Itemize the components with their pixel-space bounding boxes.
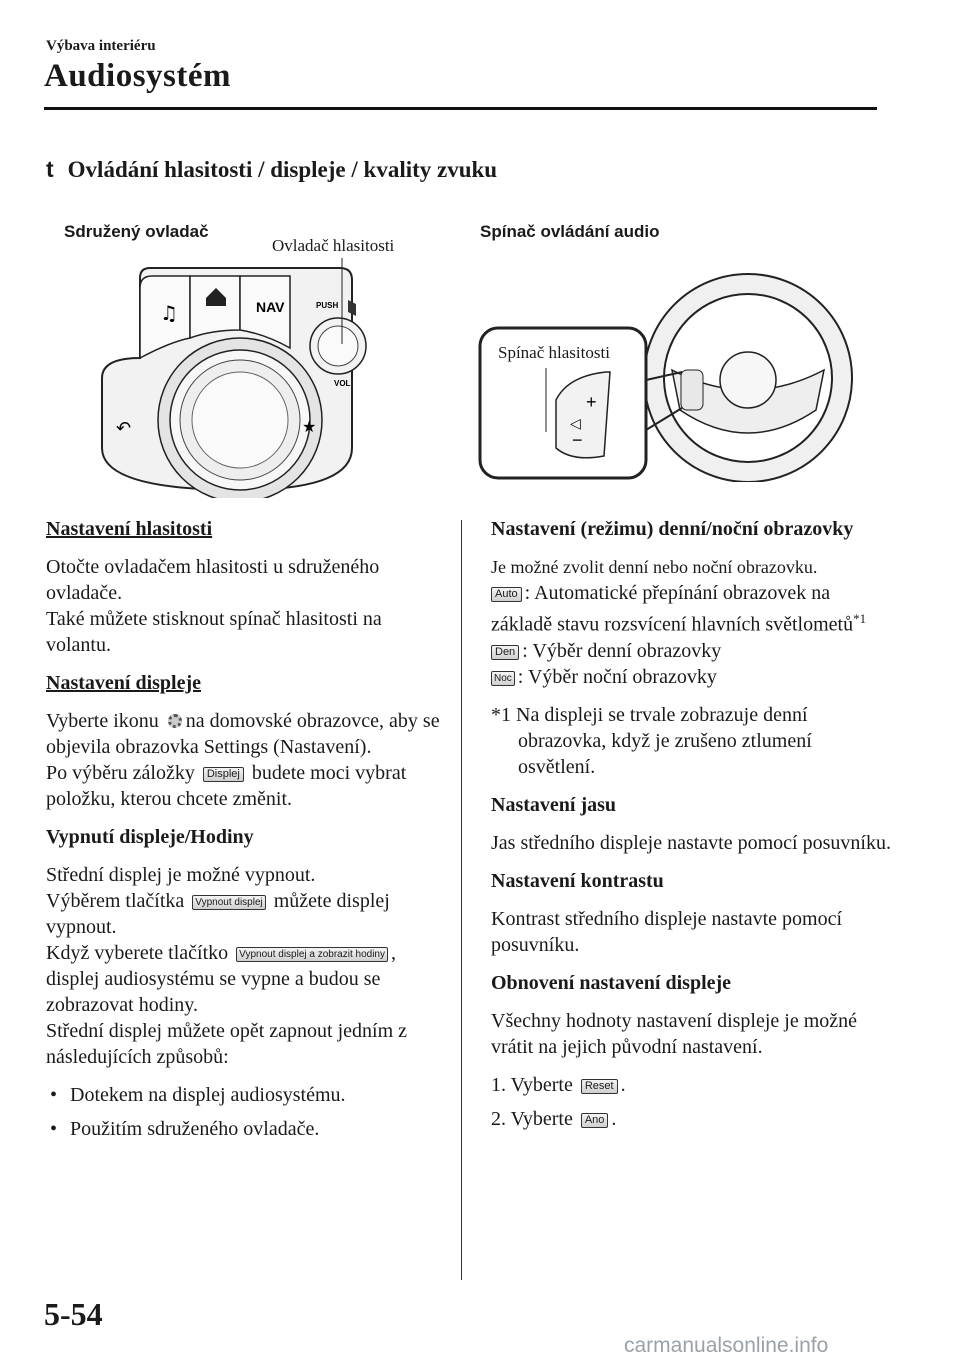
brightness-text: Jas středního displeje nastavte pomocí posuvníku.	[491, 831, 891, 854]
auto-text: : Automatické přepínání obrazovek na základě stavu rozsvícení hlavních světlometů	[491, 582, 854, 636]
display-off-text-2	[46, 888, 446, 940]
chapter-title: Výbava interiéru	[46, 38, 156, 54]
day-button: Den	[491, 645, 519, 660]
list-item: • Použitím sdruženého ovladače.	[46, 1116, 446, 1142]
section-heading	[46, 156, 497, 183]
right-column	[491, 516, 891, 1140]
display-text-b: na domovské obrazovce, aby se objevila obrazovka Settings (Nastavení).	[46, 710, 440, 758]
list-item	[491, 1072, 891, 1098]
music-icon: ♫	[160, 301, 178, 325]
favorite-icon: ★	[302, 417, 317, 436]
svg-text:−: −	[572, 430, 583, 450]
yes-button: Ano	[581, 1113, 609, 1128]
left-column	[46, 516, 446, 1150]
display-off-text-3a: Když vyberete tlačítko	[46, 942, 229, 964]
list-item: • Dotekem na displej audiosystému.	[46, 1082, 446, 1108]
display-off-text-1: Střední displej je možné vypnout.	[46, 864, 316, 886]
reset-steps	[491, 1072, 891, 1132]
footnote-mark: *1	[491, 703, 511, 726]
step-number: 1.	[491, 1073, 506, 1096]
daynight-intro: Je možné zvolit denní nebo noční obrazovku.	[491, 557, 818, 577]
display-on-methods	[46, 1082, 446, 1142]
title-rule	[44, 107, 877, 110]
commander-control-illustration	[90, 258, 390, 498]
display-text-1	[46, 708, 446, 760]
day-text: : Výběr denní obrazovky	[522, 639, 722, 662]
figure-left-callout: Ovladač hlasitosti	[272, 236, 395, 255]
reset-button: Reset	[581, 1079, 618, 1094]
display-text-c: Po výběru záložky	[46, 762, 195, 784]
volume-heading: Nastavení hlasitosti	[46, 518, 213, 540]
night-button: Noc	[491, 671, 515, 686]
push-label: PUSH	[316, 301, 339, 310]
figure-right-label: Spínač ovládání audio	[480, 222, 660, 241]
steering-wheel-illustration	[476, 260, 886, 482]
display-off-text-4: Střední displej můžete opět zapnout jedním z následujících způsobů:	[46, 1020, 408, 1068]
reset-heading: Obnovení nastavení displeje	[491, 971, 732, 994]
reset-text: Všechny hodnoty nastavení displeje je možné vrátit na jejich původní nastavení.	[491, 1009, 858, 1058]
speaker-icon: ◁	[570, 416, 581, 432]
display-text-a: Vyberte ikonu	[46, 710, 159, 732]
display-off-text-3b: , displej audiosystému se vypne a budou se zobrazovat hodiny.	[46, 942, 396, 1016]
figure-left-label: Sdružený ovladač	[64, 222, 209, 241]
brightness-heading: Nastavení jasu	[491, 793, 617, 816]
daynight-day	[491, 638, 891, 664]
auto-button: Auto	[491, 587, 522, 602]
night-text: : Výběr noční obrazovky	[517, 665, 717, 688]
daynight-night	[491, 664, 891, 690]
page-title: Audiosystém	[44, 58, 232, 94]
display-off-button: Vypnout displej	[192, 895, 265, 910]
volume-text-1: Otočte ovladačem hlasitosti u sdruženého ovladače.	[46, 556, 380, 604]
auto-footnote-ref: *1	[853, 611, 867, 626]
daynight-heading: Nastavení (režimu) denní/noční obrazovky	[491, 518, 854, 540]
column-divider	[461, 520, 462, 1280]
contrast-text: Kontrast středního displeje nastavte pomocí posuvníku.	[491, 907, 843, 956]
daynight-auto	[491, 580, 891, 638]
svg-text:+: +	[586, 392, 597, 412]
section-bullet: t	[46, 156, 54, 182]
back-icon: ↶	[116, 418, 132, 439]
footnote	[491, 702, 891, 780]
step-end: .	[620, 1073, 626, 1096]
nav-label: NAV	[256, 299, 285, 315]
display-off-text-2a: Výběrem tlačítka	[46, 890, 185, 912]
vol-label: VOL	[334, 379, 351, 388]
footnote-text: Na displeji se trvale zobrazuje denní obrazovka, když je zrušeno ztlumení osvětlení.	[516, 703, 812, 778]
list-item	[491, 1106, 891, 1132]
contrast-heading: Nastavení kontrastu	[491, 869, 664, 892]
figure-right-callout: Spínač hlasitosti	[498, 343, 610, 362]
step-end: .	[611, 1107, 617, 1130]
display-text-d: budete moci vybrat položku, kterou chcete změnit.	[46, 762, 407, 810]
page-number: 5-54	[44, 1296, 103, 1332]
display-text-2	[46, 760, 446, 812]
display-heading: Nastavení displeje	[46, 672, 201, 694]
display-off-text-2b: můžete displej vypnout.	[46, 890, 390, 938]
volume-text-2: Také můžete stisknout spínač hlasitosti na volantu.	[46, 608, 382, 656]
display-off-heading: Vypnutí displeje/Hodiny	[46, 826, 254, 848]
step-number: 2.	[491, 1107, 506, 1130]
display-off-text-3	[46, 940, 446, 1018]
settings-gear-icon	[168, 714, 182, 728]
step-text: Vyberte	[510, 1073, 573, 1096]
watermark: carmanualsonline.info	[624, 1334, 829, 1357]
step-text: Vyberte	[510, 1107, 573, 1130]
display-off-clock-button: Vypnout displej a zobrazit hodiny	[236, 947, 388, 962]
section-title: Ovládání hlasitosti / displeje / kvality zvuku	[67, 157, 498, 182]
display-tab-button: Displej	[203, 767, 244, 782]
